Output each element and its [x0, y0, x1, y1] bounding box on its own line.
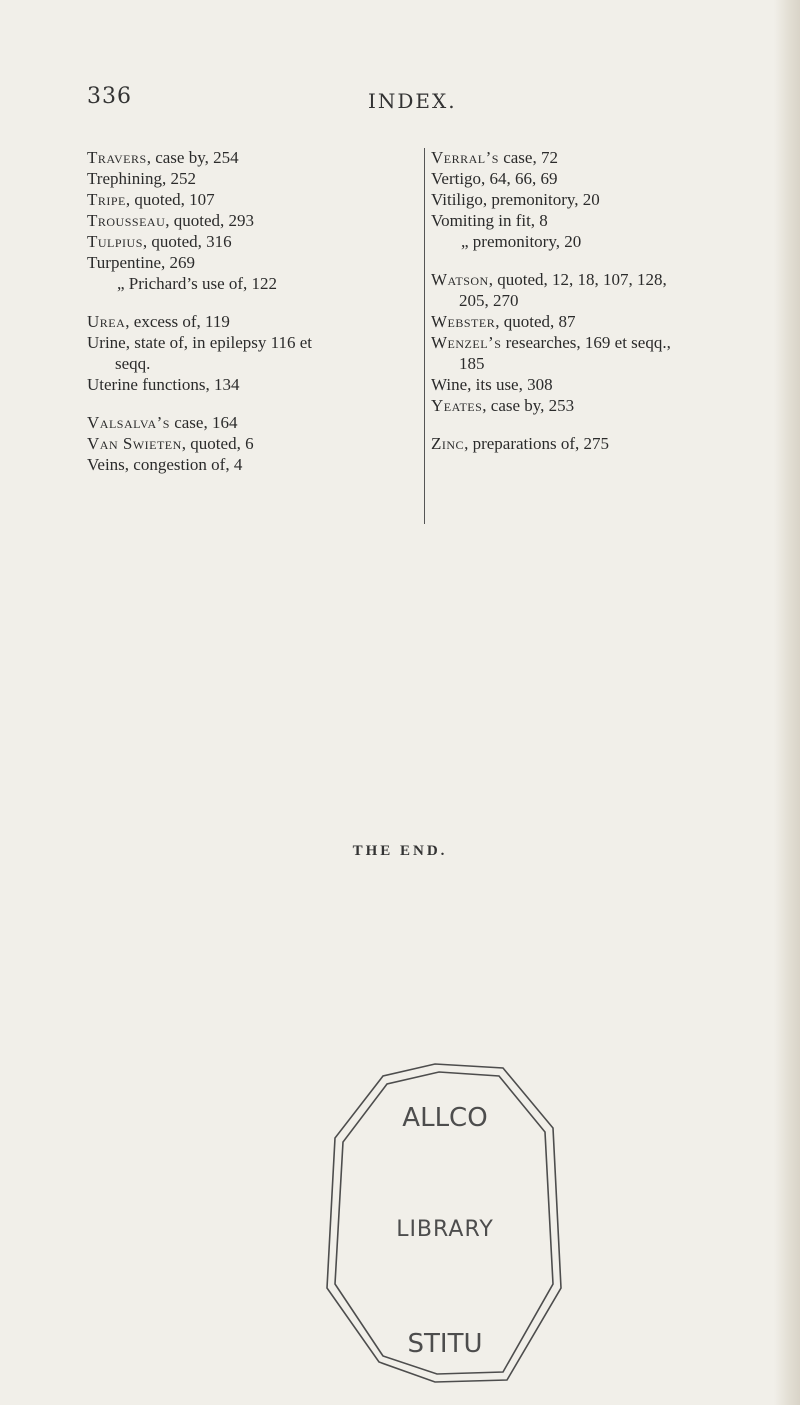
- index-entry-head: Van Swieten: [87, 434, 182, 453]
- running-head: INDEX.: [368, 89, 457, 113]
- index-column-right: [431, 147, 771, 454]
- index-entry: [431, 189, 771, 210]
- index-entry-text: „ premonitory, 20: [461, 232, 582, 251]
- index-entry: [87, 332, 417, 353]
- index-entry-text: „ Prichard’s use of, 122: [117, 274, 278, 293]
- index-entry-text: Wine, its use, 308: [431, 375, 553, 394]
- index-entry: [431, 290, 771, 311]
- index-entry-text: , quoted, 293: [165, 211, 255, 230]
- index-entry: [431, 332, 771, 353]
- index-entry-head: Urea: [87, 312, 126, 331]
- index-entry: [431, 168, 771, 189]
- column-divider: [424, 148, 425, 524]
- index-entry-head: Webster: [431, 312, 496, 331]
- index-entry-head: Valsalva’s: [87, 413, 170, 432]
- entry-gap: [431, 416, 771, 433]
- index-column-left: [87, 147, 417, 475]
- index-entry: [431, 395, 771, 416]
- index-entry-head: Yeates: [431, 396, 483, 415]
- index-entry-head: Travers: [87, 148, 147, 167]
- index-entry: [431, 210, 771, 231]
- index-entry-text: Vertigo, 64, 66, 69: [431, 169, 558, 188]
- index-entry-text: , case by, 254: [146, 148, 239, 167]
- index-entry: [87, 147, 417, 168]
- index-entry-head: Tripe: [87, 190, 126, 209]
- stamp-bottom-text: STITU: [407, 1329, 483, 1359]
- index-entry-text: Trephining, 252: [87, 169, 196, 188]
- index-entry-text: , case by, 253: [482, 396, 575, 415]
- index-entry: [87, 210, 417, 231]
- entry-gap: [87, 294, 417, 311]
- index-entry-text: , quoted, 12, 18, 107, 128,: [488, 270, 667, 289]
- index-entry-text: , preparations of, 275: [464, 434, 609, 453]
- index-entry-text: Vitiligo, premonitory, 20: [431, 190, 600, 209]
- stamp-library-text: LIBRARY: [396, 1217, 494, 1242]
- index-entry-text: Uterine functions, 134: [87, 375, 240, 394]
- index-entry-text: case, 72: [498, 148, 558, 167]
- index-entry-text: , quoted, 87: [495, 312, 576, 331]
- index-entry: [87, 189, 417, 210]
- index-entry-text: Turpentine, 269: [87, 253, 195, 272]
- index-entry: [87, 311, 417, 332]
- index-entry-text: case, 164: [169, 413, 238, 432]
- index-entry: [431, 147, 771, 168]
- index-entry-head: Trousseau: [87, 211, 166, 230]
- page-edge-shadow: [774, 0, 800, 1405]
- index-entry: [431, 311, 771, 332]
- index-entry: [431, 353, 771, 374]
- index-entry-text: seqq.: [115, 354, 151, 373]
- stamp-top-text: ALLCO: [402, 1103, 488, 1133]
- index-entry-text: Urine, state of, in epilepsy 116 et: [87, 333, 313, 352]
- index-entry-text: 185: [459, 354, 485, 373]
- index-entry: [431, 269, 771, 290]
- library-stamp-graphic: [317, 1062, 573, 1388]
- index-entry-text: , quoted, 107: [125, 190, 215, 209]
- library-stamp: [317, 1062, 573, 1388]
- index-entry: [87, 412, 417, 433]
- page-number: 336: [87, 84, 132, 109]
- index-entry-text: researches, 169 et seqq.,: [501, 333, 671, 352]
- index-entry-text: , excess of, 119: [125, 312, 230, 331]
- index-entry: [431, 374, 771, 395]
- index-entry: [431, 231, 771, 252]
- index-entry: [431, 433, 771, 454]
- index-entry: [87, 353, 417, 374]
- the-end-text: THE END.: [352, 843, 448, 859]
- index-entry-head: Tulpius: [87, 232, 143, 251]
- index-entry: [87, 433, 417, 454]
- index-entry-text: Vomiting in fit, 8: [431, 211, 548, 230]
- index-entry: [87, 252, 417, 273]
- index-entry: [87, 168, 417, 189]
- index-entry: [87, 374, 417, 395]
- index-entry-text: Veins, congestion of, 4: [87, 455, 243, 474]
- index-entry: [87, 231, 417, 252]
- index-entry-text: 205, 270: [459, 291, 519, 310]
- index-entry-head: Zinc: [431, 434, 465, 453]
- entry-gap: [87, 395, 417, 412]
- index-entry: [87, 454, 417, 475]
- entry-gap: [431, 252, 771, 269]
- index-entry-head: Verral’s: [431, 148, 499, 167]
- index-entry-head: Wenzel’s: [431, 333, 502, 352]
- index-entry: [87, 273, 417, 294]
- index-entry-text: , quoted, 316: [142, 232, 232, 251]
- index-entry-text: , quoted, 6: [181, 434, 254, 453]
- index-entry-head: Watson: [431, 270, 489, 289]
